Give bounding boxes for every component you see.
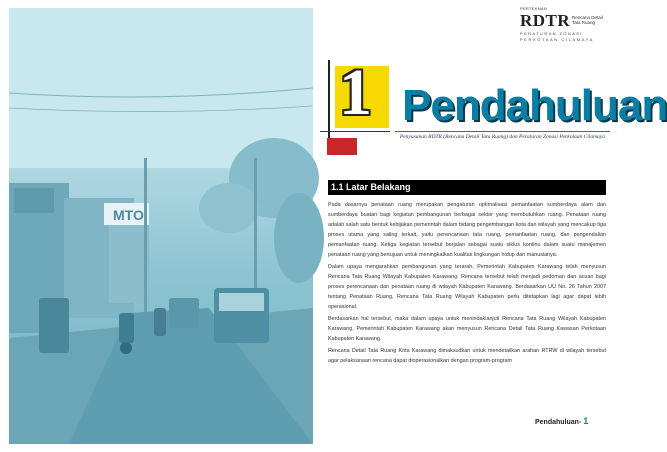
logo-line-perkotaan: PERKOTAAN CILAMAYA — [520, 37, 594, 42]
paragraph: Berdasarkan hal tersebut, maka dalam upaya untuk menindaklanjuti Rencana Tata Ruang Wilayah Kabupaten Karawang, Pemerintah Kabupaten Karawang akan menyusun Rencana Detail Tata Ruang Kawasan Perkotaan Kabupaten Karawang. — [328, 316, 606, 342]
chapter-title-rule — [395, 131, 610, 132]
chapter-title: Pendahuluan — [402, 81, 667, 130]
chapter-rule-left — [320, 131, 390, 132]
chapter-subtitle: Penyusunan RDTR (Rencana Detail Tata Ruang) dan Peraturan Zonasi Perkotaan Cilamaya — [399, 134, 605, 140]
cover-photo — [9, 8, 313, 444]
section-heading: 1.1 Latar Belakang — [328, 180, 606, 195]
section-body — [328, 200, 606, 368]
page-footer — [535, 416, 588, 426]
shop-sign: MTO — [113, 207, 144, 223]
chapter-number-block — [335, 58, 395, 128]
logo-top-text: PERTEKNAN — [520, 6, 548, 11]
content-column — [315, 0, 667, 452]
chapter-number: 1 — [339, 56, 372, 129]
rdtr-logo — [520, 6, 630, 46]
street-scene-image — [9, 8, 313, 444]
logo-line-zonasi: PERATURAN ZONASI — [520, 31, 583, 36]
red-accent-bar — [327, 138, 357, 155]
page-number: 1 — [583, 416, 589, 426]
logo-brand: RDTR — [520, 11, 571, 30]
paragraph: Rencana Detail Tata Ruang Kota Karawang dimaksudkan untuk mendetailkan arahan RTRW di wilayah tersebut agar pelaksanaan rencana dapat dioperasionalkan dengan program-program — [328, 348, 606, 364]
footer-label: Pendahuluan- — [535, 419, 582, 426]
logo-brand-sub: Rencana Detail Tata Ruang — [572, 15, 603, 25]
paragraph: Dalam upaya mengarahkan pembangunan yang terarah, Pemerintah Kabupaten Karawang telah menyusun Rencana Tata Ruang Wilayah Kabupaten Karawang. Rencana tersebut telah menjadi pedoman dan acuan bagi proses perencanaan dan penataan ruang di wilayah Kabupaten Karawang. Berdasarkan UU No. 26 Tahun 2007 tentang Penataan Ruang, Rencana Tata Ruang Wilayah Kabupaten perlu ditetapkan lagi agar dapat lebih operasional. — [328, 264, 606, 310]
paragraph: Pada dasarnya penataan ruang merupakan pengaturan optimalisasi pemanfaatan sumberdaya alam dan sumberdaya buatan bagi kegiatan pembangunan berbagai sektor yang membutuhkan ruang. Penataan ruang adalah salah satu bentuk kebijakan pemerintah dalam bidang pengembangan kota dan wilayah yang mencakup tiga proses utama yang saling terkait, yaitu perencanaan tata ruang, pemanfaatan ruang, dan pengendalian pemanfaatan ruang. Ketiga kegiatan tersebut berjalan sebagai suatu siklus kontinu dalam suatu manajemen penataan ruang yang bertujuan untuk meningkatkan kualitas lingkungan hidup dan manusianya. — [328, 202, 606, 258]
